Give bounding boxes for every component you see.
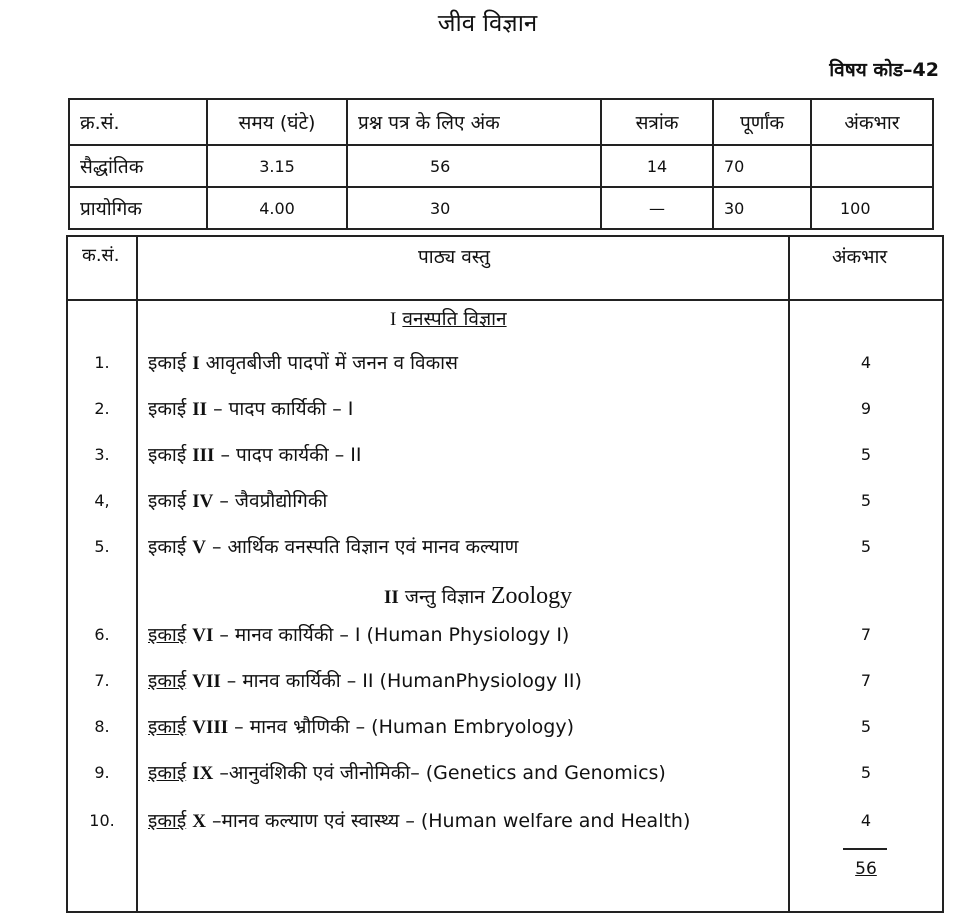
- unit-roman: III: [192, 445, 215, 466]
- section-english: Zoology: [490, 583, 573, 609]
- unit-text: –आनुवंशिकी एवं जीनोमिकी– (Genetics and Genomics): [219, 762, 666, 784]
- column-divider: [788, 237, 790, 911]
- row-marks: 9: [860, 399, 872, 418]
- row-number: 8.: [94, 717, 110, 736]
- row-topic: [148, 667, 582, 693]
- section-prefix: II: [384, 587, 399, 608]
- unit-word: इकाई: [148, 810, 187, 832]
- cell: [811, 145, 933, 187]
- row-number: 1.: [94, 353, 110, 372]
- row-marks: 5: [860, 445, 872, 464]
- cell: 30: [347, 187, 601, 229]
- unit-roman: IV: [192, 491, 214, 512]
- header-weightage: अंकभार: [811, 99, 933, 145]
- cell: 100: [811, 187, 933, 229]
- row-marks: 4: [860, 353, 872, 372]
- row-topic: [148, 441, 361, 467]
- row-topic: [148, 759, 666, 785]
- cell: सैद्धांतिक: [69, 145, 207, 187]
- unit-roman: VI: [192, 625, 214, 646]
- summary-table: [68, 98, 934, 230]
- section-botany: [390, 305, 507, 331]
- unit-text: आवृतबीजी पादपों में जनन व विकास: [205, 352, 458, 374]
- unit-text: – जैवप्रौद्योगिकी: [219, 490, 328, 512]
- unit-roman: IX: [192, 763, 214, 784]
- header-paper-marks: प्रश्न पत्र के लिए अंक: [347, 99, 601, 145]
- unit-word: इकाई: [148, 352, 187, 374]
- header-sn: क.सं.: [82, 245, 120, 266]
- row-marks: 5: [860, 537, 872, 556]
- row-marks: 5: [860, 491, 872, 510]
- header-weightage: अंकभार: [832, 246, 888, 268]
- summary-header-row: [69, 99, 933, 145]
- unit-roman: II: [192, 399, 208, 420]
- summary-row-theory: [69, 145, 933, 187]
- section-title: जन्तु विज्ञान: [404, 586, 485, 608]
- cell: प्रायोगिक: [69, 187, 207, 229]
- row-topic: [148, 349, 458, 375]
- row-topic: [148, 487, 327, 513]
- row-number: 2.: [94, 399, 110, 418]
- unit-text: – आर्थिक वनस्पति विज्ञान एवं मानव कल्याण: [212, 536, 519, 558]
- total-marks: 56: [855, 859, 877, 879]
- unit-text: – मानव कार्यिकी – I (Human Physiology I): [219, 624, 570, 646]
- row-number: 3.: [94, 445, 110, 464]
- unit-word: इकाई: [148, 624, 187, 646]
- header-time: समय (घंटे): [207, 99, 347, 145]
- unit-word: इकाई: [148, 670, 187, 692]
- row-topic: [148, 807, 690, 833]
- unit-word: इकाई: [148, 762, 187, 784]
- cell: 70: [713, 145, 811, 187]
- unit-roman: X: [192, 811, 206, 832]
- header-sn: क्र.सं.: [69, 99, 207, 145]
- unit-text: – मानव कार्यिकी – II (HumanPhysiology II): [226, 670, 582, 692]
- row-number: 6.: [94, 625, 110, 644]
- unit-text: – मानव भ्रौणिकी – (Human Embryology): [234, 716, 575, 738]
- row-number: 5.: [94, 537, 110, 556]
- unit-text: – पादप कार्यिकी – I: [213, 398, 354, 420]
- unit-word: इकाई: [148, 398, 187, 420]
- cell: 56: [347, 145, 601, 187]
- unit-word: इकाई: [148, 536, 187, 558]
- subject-code: विषय कोड–42: [829, 59, 939, 81]
- cell: 30: [713, 187, 811, 229]
- row-number: 4,: [94, 491, 110, 510]
- total-rule: [843, 848, 887, 850]
- cell: 4.00: [207, 187, 347, 229]
- section-title: वनस्पति विज्ञान: [402, 308, 507, 330]
- section-prefix: I: [390, 309, 397, 330]
- cell: 3.15: [207, 145, 347, 187]
- summary-row-practical: [69, 187, 933, 229]
- unit-word: इकाई: [148, 444, 187, 466]
- row-topic: [148, 533, 518, 559]
- unit-text: –मानव कल्याण एवं स्वास्थ्य – (Human welfare and Health): [212, 810, 691, 832]
- row-marks: 4: [860, 811, 872, 830]
- page-title: जीव विज्ञान: [437, 9, 538, 37]
- header-sessional: सत्रांक: [601, 99, 713, 145]
- unit-roman: V: [192, 537, 206, 558]
- header-content: पाठ्य वस्तु: [418, 246, 490, 268]
- row-marks: 7: [860, 671, 872, 690]
- row-topic: [148, 395, 353, 421]
- row-number: 7.: [94, 671, 110, 690]
- unit-roman: VIII: [192, 717, 229, 738]
- row-marks: 5: [860, 717, 872, 736]
- header-total: पूर्णांक: [713, 99, 811, 145]
- row-number: 10.: [89, 811, 115, 830]
- column-divider: [136, 237, 138, 911]
- row-marks: 7: [860, 625, 872, 644]
- unit-word: इकाई: [148, 490, 187, 512]
- row-number: 9.: [94, 763, 110, 782]
- unit-roman: VII: [192, 671, 221, 692]
- unit-roman: I: [192, 353, 200, 374]
- section-zoology: [384, 583, 572, 610]
- row-topic: [148, 621, 569, 647]
- unit-text: – पादप कार्यकी – II: [220, 444, 362, 466]
- syllabus-table: [66, 235, 944, 913]
- row-topic: [148, 713, 574, 739]
- unit-word: इकाई: [148, 716, 187, 738]
- header-divider: [68, 299, 942, 301]
- cell: 14: [601, 145, 713, 187]
- row-marks: 5: [860, 763, 872, 782]
- cell: —: [601, 187, 713, 229]
